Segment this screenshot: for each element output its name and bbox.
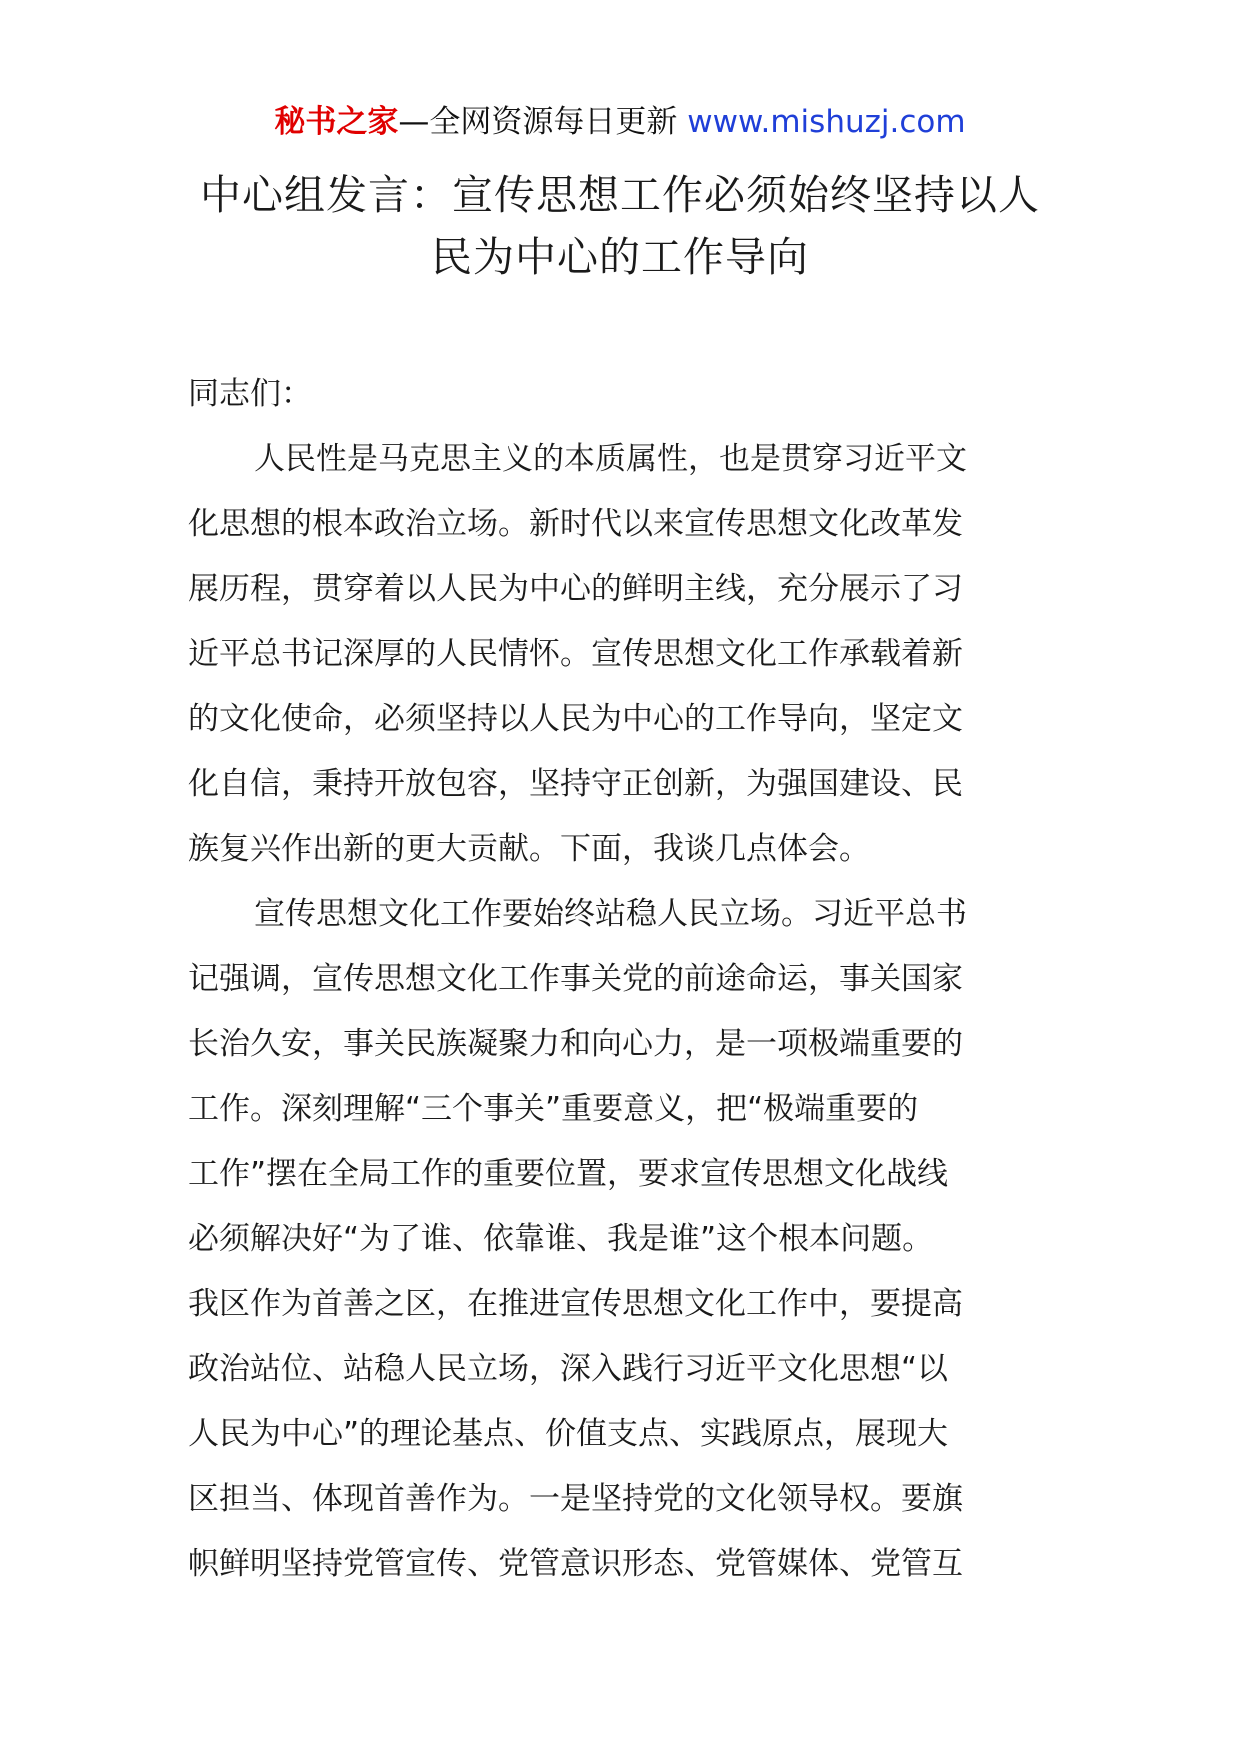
- paragraph-line: 工作”摆在全局工作的重要位置，要求宣传思想文化战线: [188, 1156, 949, 1192]
- paragraph-line: 政治站位、站稳人民立场，深入践行习近平文化思想“以: [188, 1351, 949, 1387]
- paragraph-line: 工作。深刻理解“三个事关”重要意义，把“极端重要的: [188, 1091, 919, 1127]
- header-tagline: —全网资源每日更新: [398, 104, 678, 140]
- paragraph-line: 区担当、体现首善作为。一是坚持党的文化领导权。要旗: [188, 1481, 963, 1517]
- paragraph-line: 人民为中心”的理论基点、价值支点、实践原点，展现大: [188, 1416, 949, 1452]
- brand-name: 秘书之家: [274, 104, 399, 140]
- paragraph-line: 展历程，贯穿着以人民为中心的鲜明主线，充分展示了习: [188, 571, 963, 607]
- site-url[interactable]: www.mishuzj.com: [687, 104, 966, 140]
- paragraph-line: 记强调，宣传思想文化工作事关党的前途命运，事关国家: [188, 961, 963, 997]
- paragraph-line: 族复兴作出新的更大贡献。下面，我谈几点体会。: [188, 831, 870, 867]
- paragraph-line: 帜鲜明坚持党管宣传、党管意识形态、党管媒体、党管互: [188, 1546, 963, 1582]
- salutation: 同志们：: [188, 376, 312, 412]
- paragraph-line: 必须解决好“为了谁、依靠谁、我是谁”这个根本问题。: [188, 1221, 934, 1257]
- paragraph-line: 人民性是马克思主义的本质属性，也是贯穿习近平文: [254, 441, 967, 477]
- paragraph-line: 化思想的根本政治立场。新时代以来宣传思想文化改革发: [188, 506, 963, 542]
- watermark-header: [0, 100, 1240, 144]
- paragraph-line: 宣传思想文化工作要始终站稳人民立场。习近平总书: [254, 896, 967, 932]
- title-line: 中心组发言：宣传思想工作必须始终坚持以人: [200, 171, 1040, 219]
- title-line: 民为中心的工作导向: [431, 233, 809, 281]
- paragraph-intro: [188, 427, 1048, 882]
- document-body: [188, 362, 1048, 1597]
- paragraph-line: 化自信，秉持开放包容，坚持守正创新，为强国建设、民: [188, 766, 963, 802]
- paragraph-line: 近平总书记深厚的人民情怀。宣传思想文化工作承载着新: [188, 636, 963, 672]
- paragraph-line: 的文化使命，必须坚持以人民为中心的工作导向，坚定文: [188, 701, 963, 737]
- paragraph-line: 我区作为首善之区，在推进宣传思想文化工作中，要提高: [188, 1286, 963, 1322]
- paragraph-line: 长治久安，事关民族凝聚力和向心力，是一项极端重要的: [188, 1026, 963, 1062]
- paragraph-people-stance: [188, 882, 1048, 1597]
- document-title: [190, 164, 1050, 288]
